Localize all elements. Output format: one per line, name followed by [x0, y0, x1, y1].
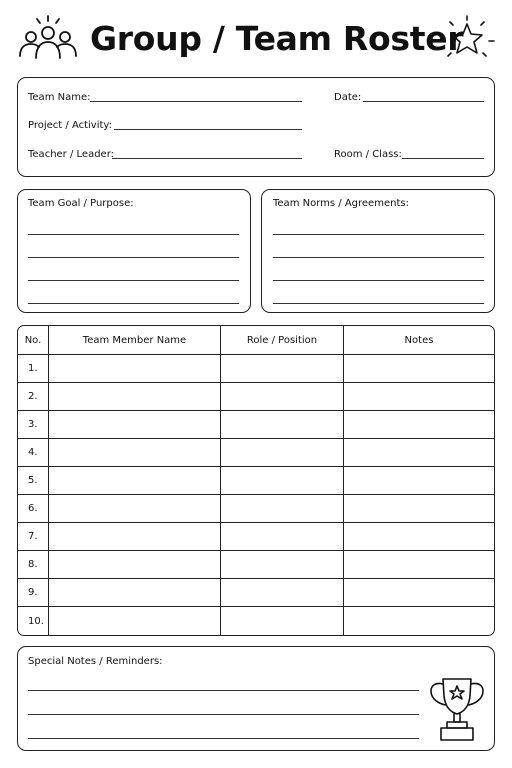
row-number: 3. [18, 411, 49, 439]
sparkle-star-icon [436, 14, 498, 64]
team-goal-label: Team Goal / Purpose: [28, 198, 134, 209]
special-notes-label: Special Notes / Reminders: [28, 656, 163, 667]
member-name-cell[interactable] [49, 467, 221, 495]
notes-cell[interactable] [344, 551, 494, 579]
notes-cell[interactable] [344, 495, 494, 523]
role-cell[interactable] [221, 467, 344, 495]
notes-cell[interactable] [344, 523, 494, 551]
column-header-number: No. [18, 326, 49, 355]
column-header-role: Role / Position [221, 326, 344, 355]
team-norms-line[interactable] [273, 257, 484, 258]
row-number: 1. [18, 355, 49, 383]
member-name-cell[interactable] [49, 607, 221, 635]
teacher-leader-label: Teacher / Leader: [28, 149, 114, 160]
trophy-icon [428, 674, 486, 744]
row-number: 2. [18, 383, 49, 411]
row-number: 6. [18, 495, 49, 523]
notes-cell[interactable] [344, 439, 494, 467]
notes-cell[interactable] [344, 411, 494, 439]
row-number: 10. [18, 607, 49, 635]
roster-table [17, 325, 495, 636]
room-class-label: Room / Class: [334, 149, 402, 160]
team-norms-line[interactable] [273, 234, 484, 235]
role-cell[interactable] [221, 383, 344, 411]
member-name-cell[interactable] [49, 411, 221, 439]
table-row [18, 523, 494, 551]
team-norms-line[interactable] [273, 303, 484, 304]
notes-cell[interactable] [344, 355, 494, 383]
team-name-field[interactable] [90, 101, 302, 102]
notes-cell[interactable] [344, 607, 494, 635]
table-row [18, 551, 494, 579]
date-field[interactable] [363, 101, 484, 102]
role-cell[interactable] [221, 411, 344, 439]
date-label: Date: [334, 92, 362, 103]
team-norms-line[interactable] [273, 280, 484, 281]
member-name-cell[interactable] [49, 383, 221, 411]
table-row [18, 439, 494, 467]
row-number: 5. [18, 467, 49, 495]
member-name-cell[interactable] [49, 523, 221, 551]
table-header-row [18, 326, 494, 355]
role-cell[interactable] [221, 551, 344, 579]
role-cell[interactable] [221, 579, 344, 607]
column-header-member-name: Team Member Name [49, 326, 221, 355]
page-title: Group / Team Roster [90, 19, 464, 58]
row-number: 9. [18, 579, 49, 607]
role-cell[interactable] [221, 607, 344, 635]
people-group-icon [15, 14, 81, 62]
team-goal-line[interactable] [28, 280, 239, 281]
team-goal-line[interactable] [28, 303, 239, 304]
special-notes-line[interactable] [28, 690, 419, 691]
notes-cell[interactable] [344, 383, 494, 411]
member-name-cell[interactable] [49, 439, 221, 467]
table-row [18, 607, 494, 635]
table-row [18, 579, 494, 607]
room-class-field[interactable] [402, 158, 484, 159]
team-norms-label: Team Norms / Agreements: [273, 198, 409, 209]
row-number: 4. [18, 439, 49, 467]
role-cell[interactable] [221, 439, 344, 467]
team-goal-line[interactable] [28, 257, 239, 258]
role-cell[interactable] [221, 355, 344, 383]
member-name-cell[interactable] [49, 551, 221, 579]
role-cell[interactable] [221, 523, 344, 551]
member-name-cell[interactable] [49, 495, 221, 523]
member-name-cell[interactable] [49, 579, 221, 607]
row-number: 8. [18, 551, 49, 579]
special-notes-line[interactable] [28, 714, 419, 715]
table-row [18, 411, 494, 439]
table-row [18, 495, 494, 523]
table-row [18, 355, 494, 383]
role-cell[interactable] [221, 495, 344, 523]
row-number: 7. [18, 523, 49, 551]
project-activity-field[interactable] [114, 129, 302, 130]
team-name-label: Team Name: [28, 92, 91, 103]
special-notes-line[interactable] [28, 738, 419, 739]
teacher-leader-field[interactable] [112, 158, 302, 159]
table-row [18, 467, 494, 495]
project-activity-label: Project / Activity: [28, 120, 112, 131]
column-header-notes: Notes [344, 326, 494, 355]
member-name-cell[interactable] [49, 355, 221, 383]
team-goal-line[interactable] [28, 234, 239, 235]
table-row [18, 383, 494, 411]
notes-cell[interactable] [344, 467, 494, 495]
notes-cell[interactable] [344, 579, 494, 607]
